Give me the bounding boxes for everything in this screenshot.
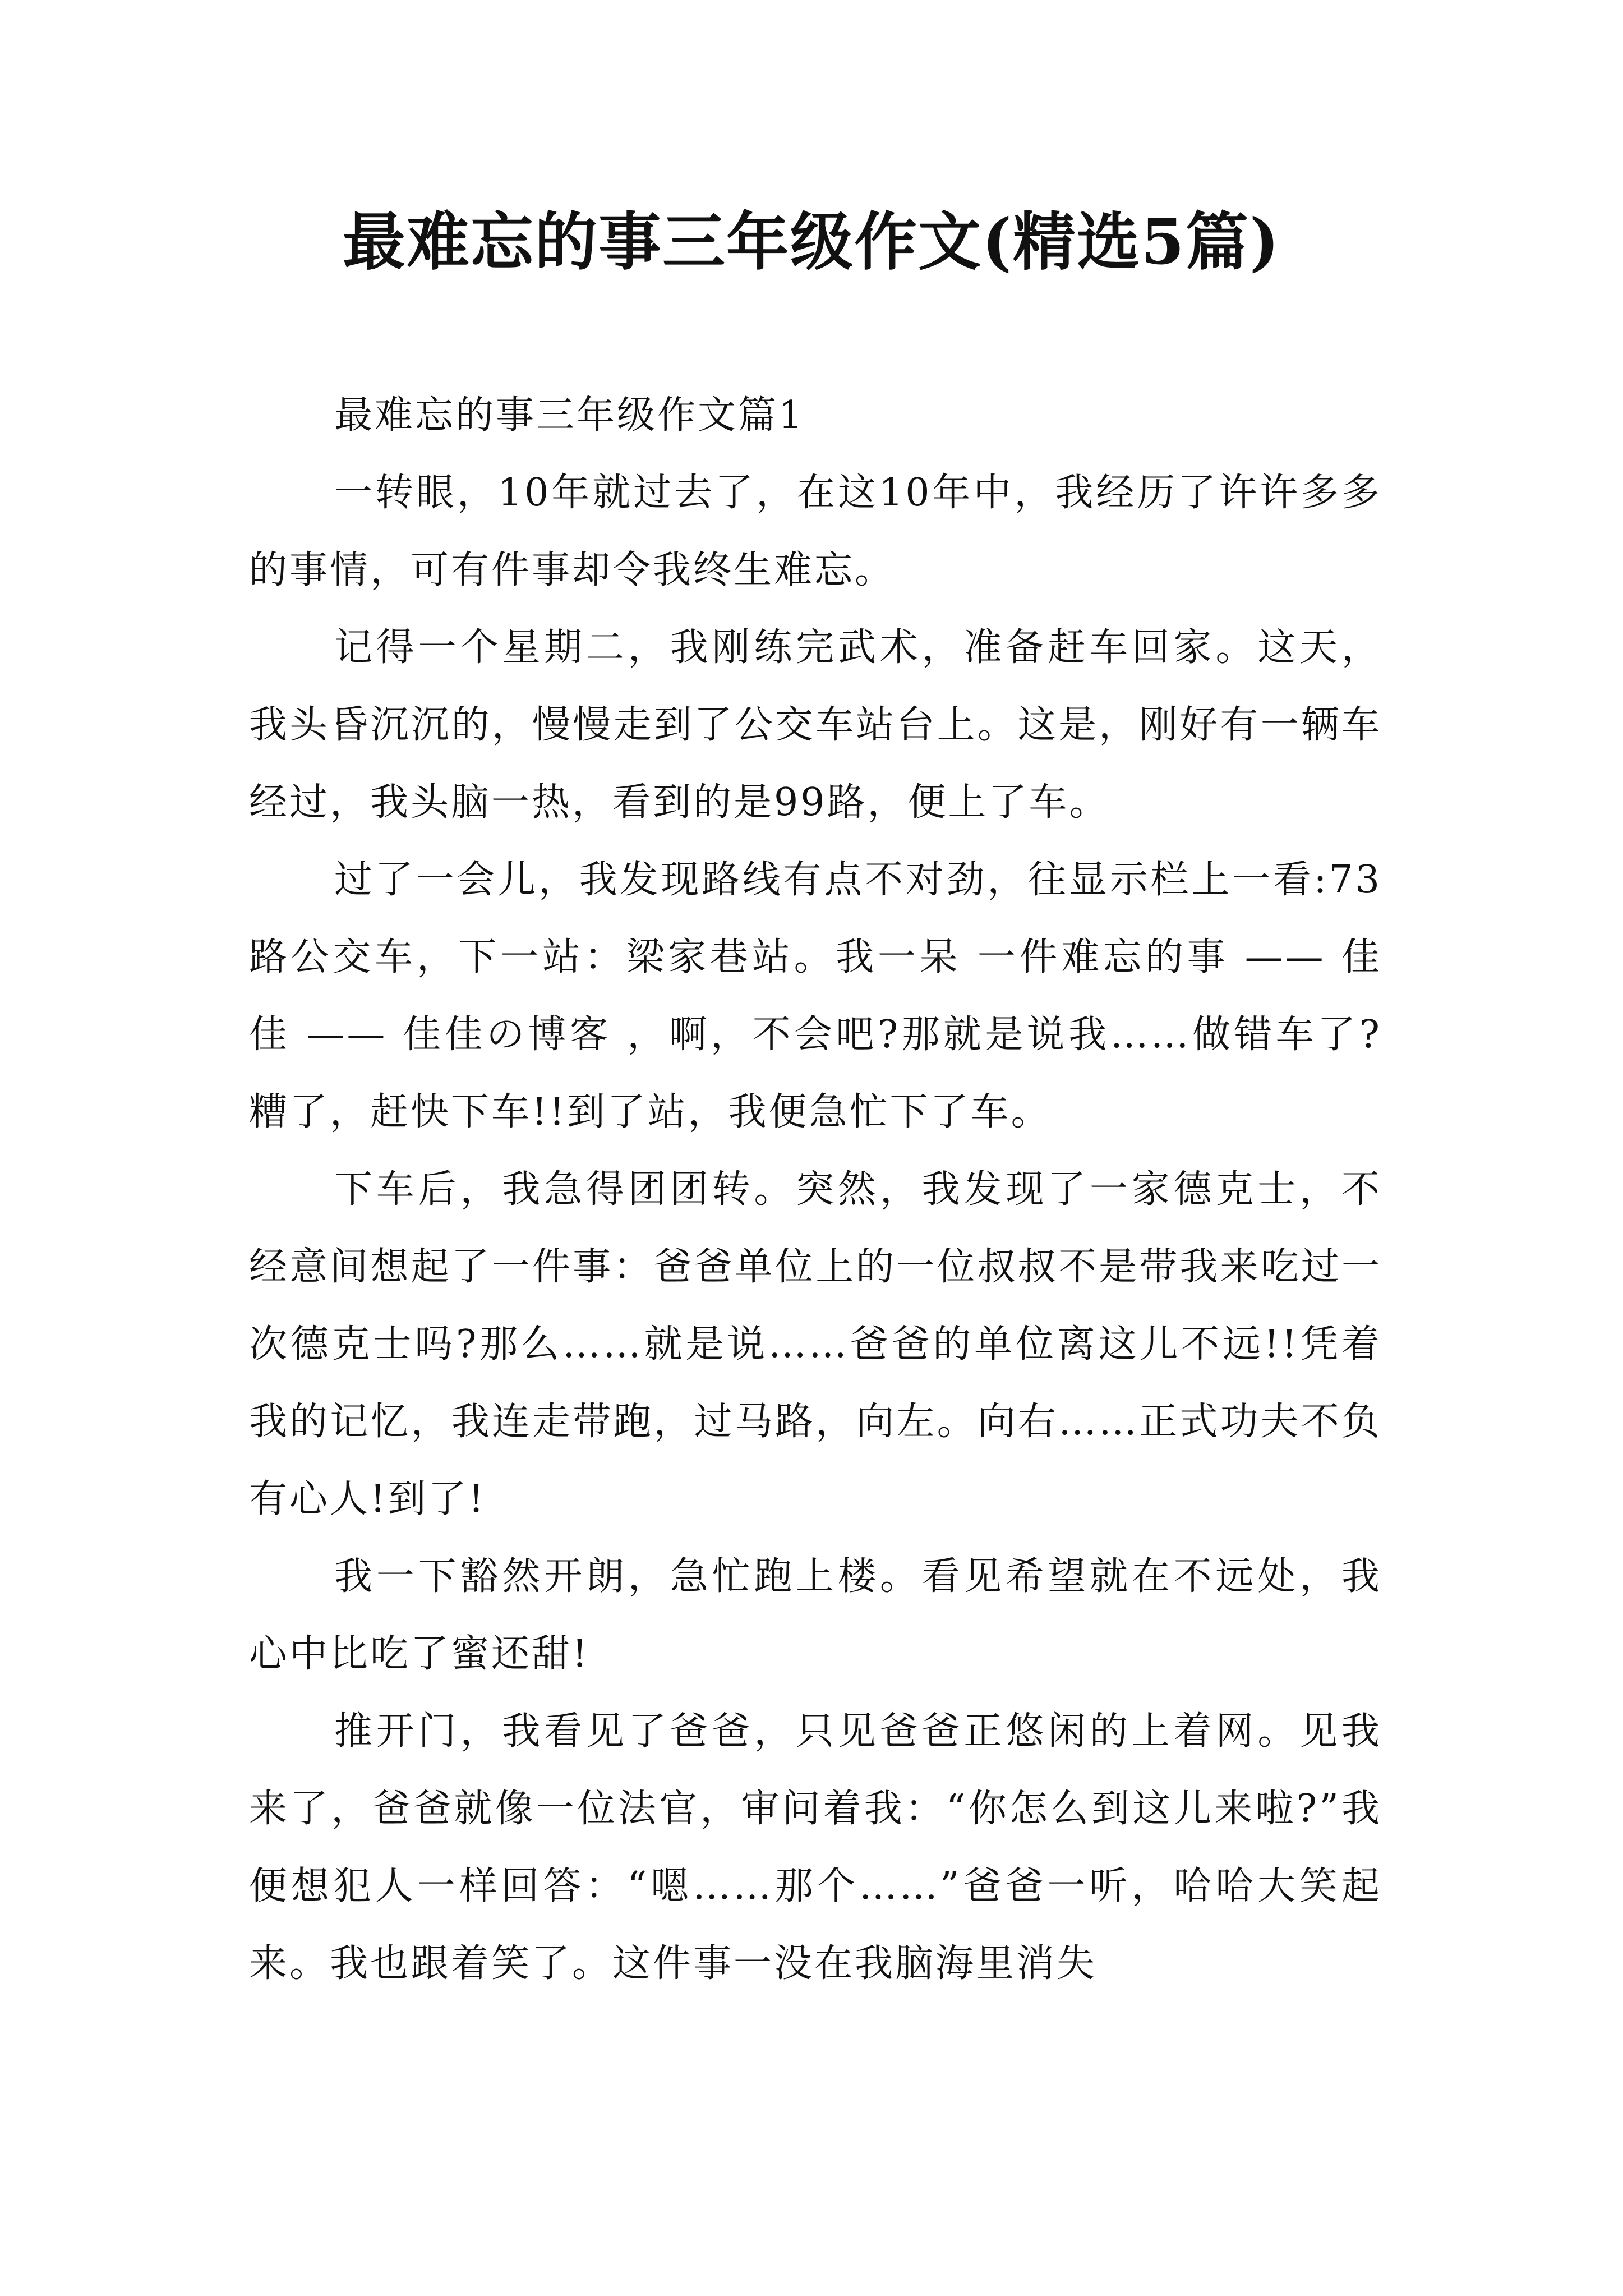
section-heading: 最难忘的事三年级作文篇1 [334,393,805,438]
paragraph: 过了一会儿，我发现路线有点不对劲，往显示栏上一看:73路公交车，下一站：梁家巷站。我一呆 一件难忘的事 —— 佳佳 —— 佳佳の博客 ，啊，不会吧?那就是说我……做错车了?糟了，赶快下车!!到了站，我便急忙下了车。 [249,858,1382,1134]
paragraph: 一转眼，10年就过去了，在这10年中，我经历了许许多多的事情，可有件事却令我终生难忘。 [249,471,1382,592]
paragraph: 下车后，我急得团团转。突然，我发现了一家德克士，不经意间想起了一件事：爸爸单位上的一位叔叔不是带我来吃过一次德克士吗?那么……就是说……爸爸的单位离这儿不远!!凭着我的记忆，我连走带跑，过马路，向左。向右……正式功夫不负有心人!到了! [249,1167,1382,1521]
paragraph: 我一下豁然开朗，急忙跑上楼。看见希望就在不远处，我心中比吃了蜜还甜! [249,1554,1382,1676]
paragraph: 记得一个星期二，我刚练完武术，准备赶车回家。这天，我头昏沉沉的，慢慢走到了公交车站台上。这是，刚好有一辆车经过，我头脑一热，看到的是99路，便上了车。 [249,625,1382,825]
document-body [249,377,1382,2003]
document-title: 最难忘的事三年级作文(精选5篇) [343,205,1280,279]
paragraph: 推开门，我看见了爸爸，只见爸爸正悠闲的上着网。见我来了，爸爸就像一位法官，审问着我：“你怎么到这儿来啦?”我便想犯人一样回答：“嗯……那个……”爸爸一听，哈哈大笑起来。我也跟着笑了。这件事一没在我脑海里消失 [249,1709,1382,1986]
